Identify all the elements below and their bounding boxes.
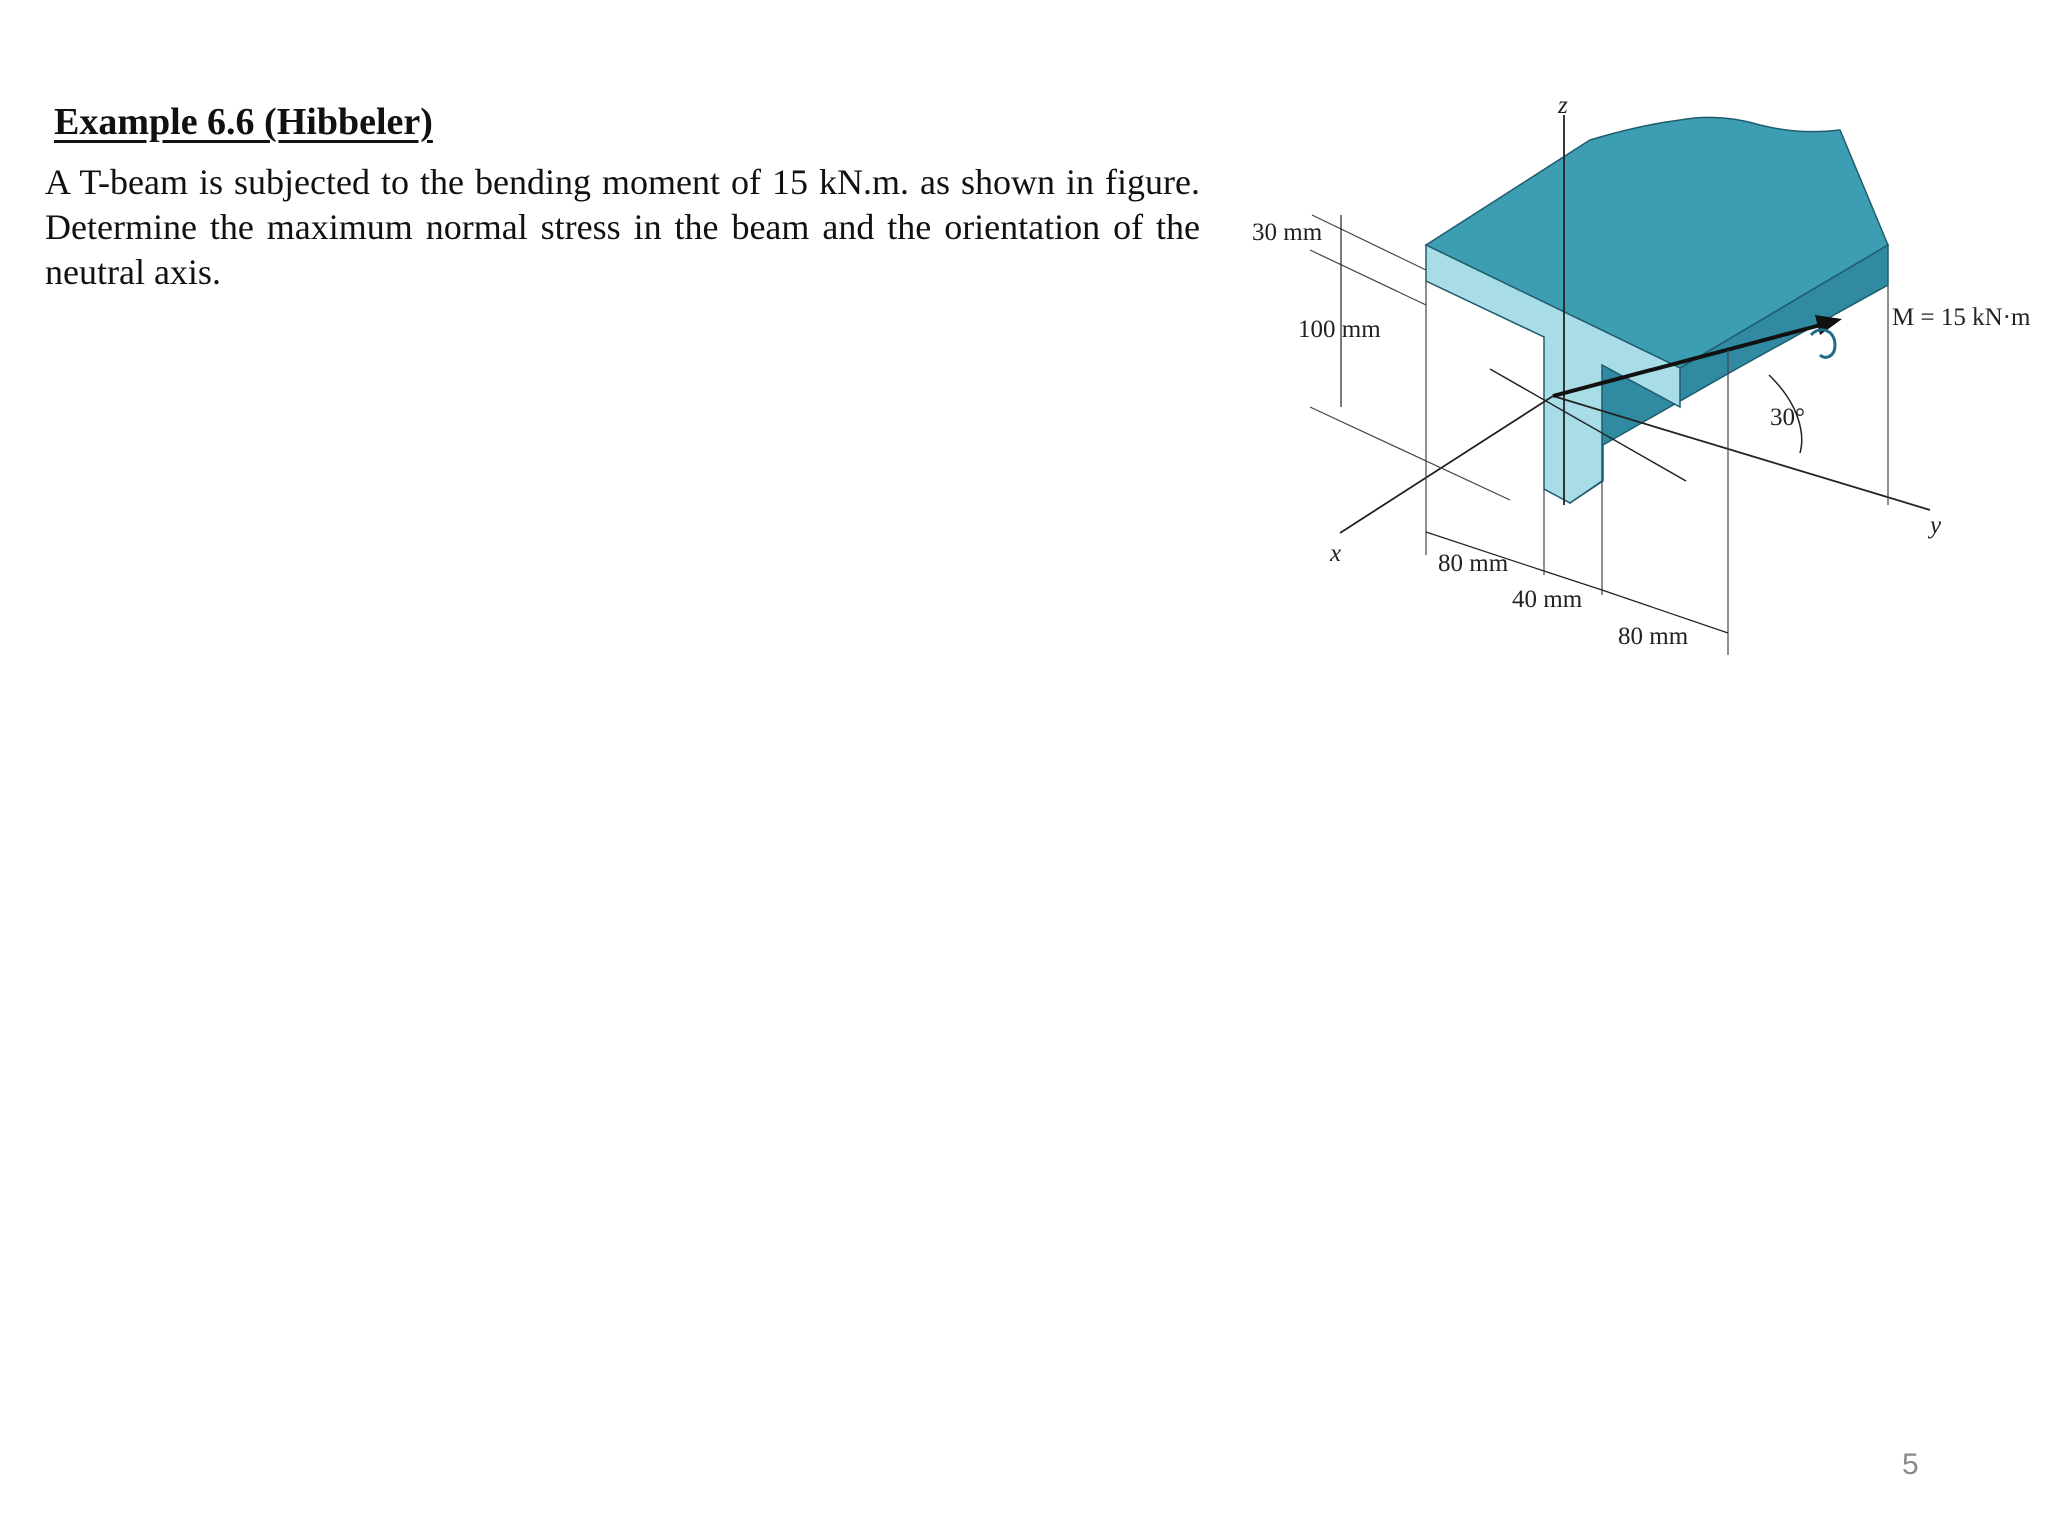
t-beam-figure <box>1240 85 2048 665</box>
page-number: 5 <box>1902 1448 1919 1481</box>
dim-line-left-mid <box>1310 250 1426 305</box>
label-web-width: 40 mm <box>1512 586 1583 613</box>
label-axis-x: x <box>1330 540 1342 567</box>
problem-statement: A T-beam is subjected to the bending moment of 15 kN.m. as shown in figure. Determine the maximum normal stress in the beam and the orientation of the neutral axis. <box>45 162 1200 292</box>
dim-line-left-top <box>1312 215 1426 270</box>
y-axis <box>1553 396 1930 510</box>
x-axis <box>1340 396 1553 533</box>
label-left-flange-width: 80 mm <box>1438 550 1509 577</box>
label-moment: M = 15 kN·m <box>1892 304 2031 331</box>
label-flange-thickness: 30 mm <box>1252 219 1323 246</box>
label-web-height: 100 mm <box>1298 316 1381 343</box>
slide-title: Example 6.6 (Hibbeler) <box>54 101 433 143</box>
label-axis-y: y <box>1930 512 1942 539</box>
moment-rotation-arrow-icon <box>1811 330 1835 358</box>
label-right-flange-width: 80 mm <box>1618 623 1689 650</box>
dim-line-left-bot <box>1310 407 1510 500</box>
label-axis-z: z <box>1558 92 1568 119</box>
label-angle: 30° <box>1770 404 1805 431</box>
t-beam-diagram <box>1240 85 2048 665</box>
